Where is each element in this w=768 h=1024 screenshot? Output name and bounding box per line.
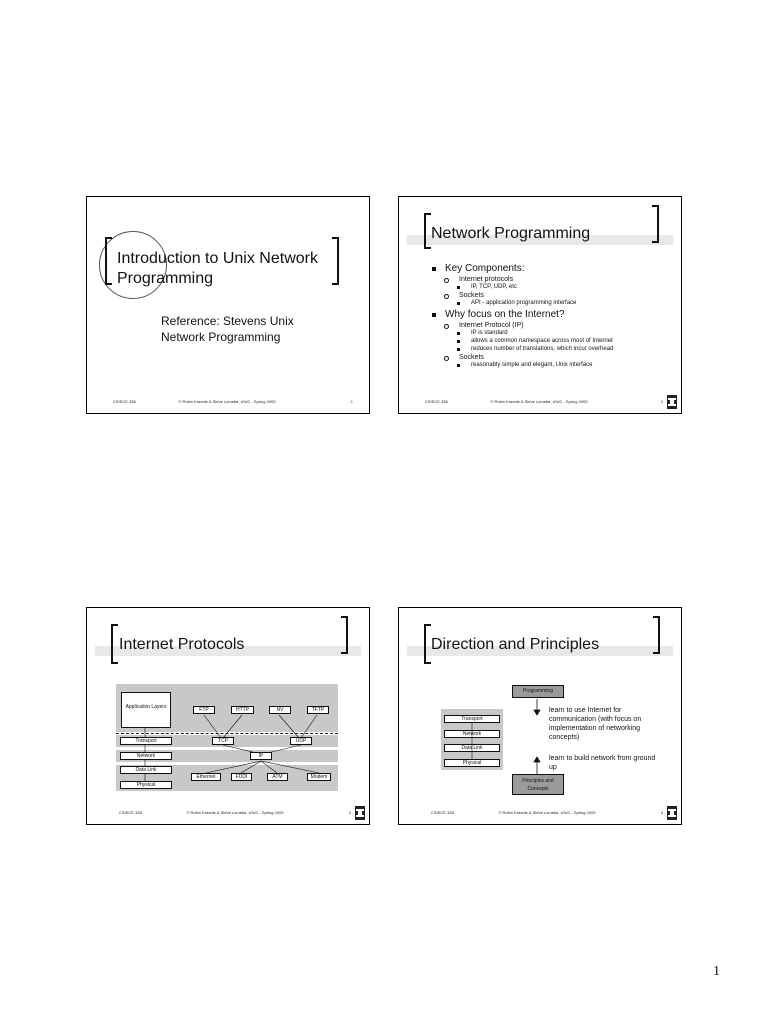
proto-ftp: FTP (193, 706, 215, 714)
bullet-level-3: reasonably simple and elegant, Unix interface (429, 362, 613, 368)
slide-2-title: Network Programming (431, 225, 591, 242)
right-bracket (652, 205, 659, 243)
bullet-level-3: API - application programming interface (429, 300, 613, 306)
layer-network: Network (444, 730, 500, 738)
slide-1 (86, 196, 370, 414)
bullet-level-2: Internet Protocol (IP) (429, 322, 613, 329)
note-top: learn to use Internet for communication (with focus on implementation of networking concepts) (549, 707, 642, 741)
bullet-level-3: allows a common namespace across most of Internet (429, 338, 613, 344)
bullet-level-3: IP, TCP, UDP, etc (429, 284, 613, 290)
right-bracket (332, 237, 339, 285)
link-ethernet: Ethernet (191, 773, 221, 781)
link-modem: Modem (307, 773, 331, 781)
illinois-logo-icon (667, 806, 677, 820)
layer-network: Network (120, 752, 172, 760)
bullet-level-3: reduces number of translations, which incur overhead (429, 346, 613, 352)
layer-physical: Physical (120, 781, 172, 789)
footer-credit: © Robin Kravets & Steve Lumetta, UIUC - Spring 2003 (490, 399, 588, 404)
slide-1-title: Introduction to Unix Network Programming (117, 250, 318, 287)
slide-number: 4 (660, 810, 663, 815)
proto-udp: UDP (290, 737, 312, 745)
page-number: 1 (713, 964, 720, 979)
slide-3 (86, 607, 370, 825)
application-layers-box: Application Layers (121, 692, 171, 728)
link-atm: ATM (267, 773, 288, 781)
note-bottom: learn to build network from ground up (549, 755, 656, 771)
slide-4-title: Direction and Principles (431, 636, 600, 653)
layer-physical: Physical (444, 759, 500, 767)
bullet-level-2: Sockets (429, 354, 613, 361)
proto-nv: NV (269, 706, 291, 714)
proto-ip: IP (250, 752, 272, 760)
footer-credit: © Robin Kravets & Steve Lumetta, UIUC - Spring 2003 (498, 810, 596, 815)
bullet-level-1: Why focus on the Internet? (429, 309, 613, 320)
slide-3-title: Internet Protocols (119, 636, 245, 653)
slide-number: 1 (350, 399, 353, 404)
bullet-level-1: Key Components: (429, 263, 613, 274)
proto-tftp: TFTP (307, 706, 329, 714)
left-bracket (105, 237, 112, 285)
bullet-level-3: IP is standard (429, 330, 613, 336)
slide-1-reference: Reference: Stevens Unix Network Programming (161, 314, 294, 344)
layer-transport: Transport (444, 715, 500, 723)
proto-http: HTTP (231, 706, 254, 714)
illinois-logo-icon (667, 395, 677, 409)
slide-2 (398, 196, 682, 414)
illinois-logo-icon (355, 806, 365, 820)
slide-number: 2 (660, 399, 663, 404)
programming-box: Programming (512, 685, 564, 698)
slide-number: 3 (348, 810, 351, 815)
bullet-list (429, 263, 613, 370)
footer-course: CS/ECE 338 (113, 399, 136, 404)
slide-4 (398, 607, 682, 825)
footer-course: CS/ECE 338 (119, 810, 142, 815)
left-bracket (424, 213, 431, 249)
proto-tcp: TCP (212, 737, 234, 745)
bullet-level-2: Sockets (429, 292, 613, 299)
layer-data-link: Data Link (120, 766, 172, 774)
layer-data-link: Data Link (444, 744, 500, 752)
footer-credit: © Robin Kravets & Steve Lumetta, UIUC - Spring 2003 (186, 810, 284, 815)
layer-transport: Transport (120, 737, 172, 745)
footer-course: CS/ECE 338 (431, 810, 454, 815)
footer-credit: © Robin Kravets & Steve Lumetta, UIUC - Spring 2003 (178, 399, 276, 404)
link-fddi: FDDI (231, 773, 252, 781)
bullet-level-2: Internet protocols (429, 276, 613, 283)
footer-course: CS/ECE 338 (425, 399, 448, 404)
principles-box: Principles and Concepts (512, 774, 564, 795)
